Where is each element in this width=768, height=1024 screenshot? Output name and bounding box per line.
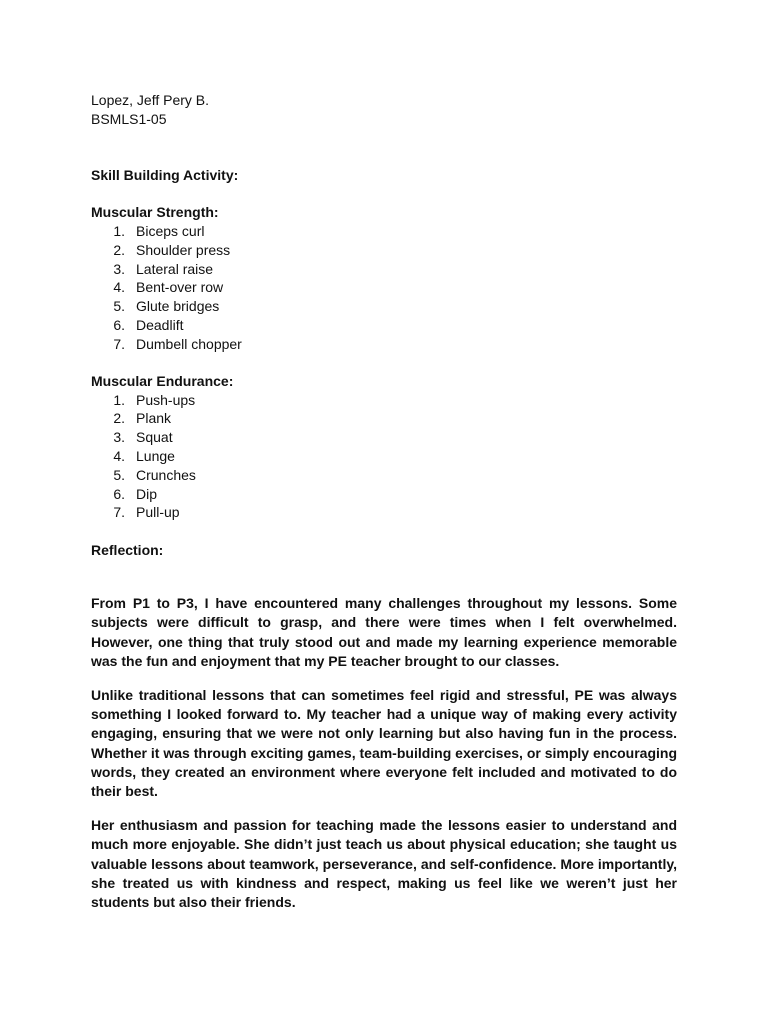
list-item: 4. Lunge [113, 447, 175, 464]
student-name: Lopez, Jeff Pery B. [91, 92, 210, 108]
list-item: 1. Biceps curl [113, 223, 205, 239]
reflection-paragraph-2: Unlike traditional lessons that can sometimes feel rigid and stressful, PE was always something I looked forward to. My teacher had a unique way of making every activity engaging, ensuring that we were not only learning but also having fun in the process. Whether it was through exciting games, team-building exercises, or simply encouraging words, they created an environment where everyone felt included and motivated to do their best. [91, 686, 677, 799]
list-item: 3. Lateral raise [113, 260, 214, 277]
list-item: 1. Push-ups [113, 391, 196, 408]
student-section: BSMLS1-05 [91, 111, 167, 127]
muscular-endurance-heading: Muscular Endurance: [91, 372, 234, 389]
reflection-paragraph-1: From P1 to P3, I have encountered many challenges throughout my lessons. Some subjects were difficult to grasp, and there were times when I felt overwhelmed. However, one thing that truly stood out and made my learning experience memorable was the fun and enjoyment that my PE teacher brought to our classes. [91, 595, 677, 669]
list-item: 3. Squat [113, 429, 173, 446]
activity-title: Skill Building Activity: [91, 167, 239, 183]
list-item: 7. Pull-up [113, 504, 180, 521]
list-item: 5. Crunches [113, 466, 196, 483]
document-page [91, 91, 677, 912]
muscular-strength-list [91, 222, 677, 354]
list-item: 6. Deadlift [113, 316, 184, 333]
muscular-endurance-list [91, 391, 677, 523]
list-item: 5. Glute bridges [113, 298, 220, 315]
list-item: 7. Dumbell chopper [113, 335, 242, 352]
reflection-paragraph-3: Her enthusiasm and passion for teaching made the lessons easier to understand and much more enjoyable. She didn’t just teach us about physical education; she taught us valuable lessons about teamwork, perseverance, and self-confidence. More importantly, she treated us with kindness and respect, making us feel like we weren’t just her students but also their friends. [91, 817, 677, 910]
list-item: 2. Plank [113, 410, 172, 427]
muscular-strength-heading: Muscular Strength: [91, 204, 219, 220]
reflection-heading: Reflection: [91, 542, 164, 559]
list-item: 2. Shoulder press [113, 241, 231, 258]
list-item: 6. Dip [113, 485, 158, 502]
list-item: 4. Bent-over row [113, 279, 224, 296]
